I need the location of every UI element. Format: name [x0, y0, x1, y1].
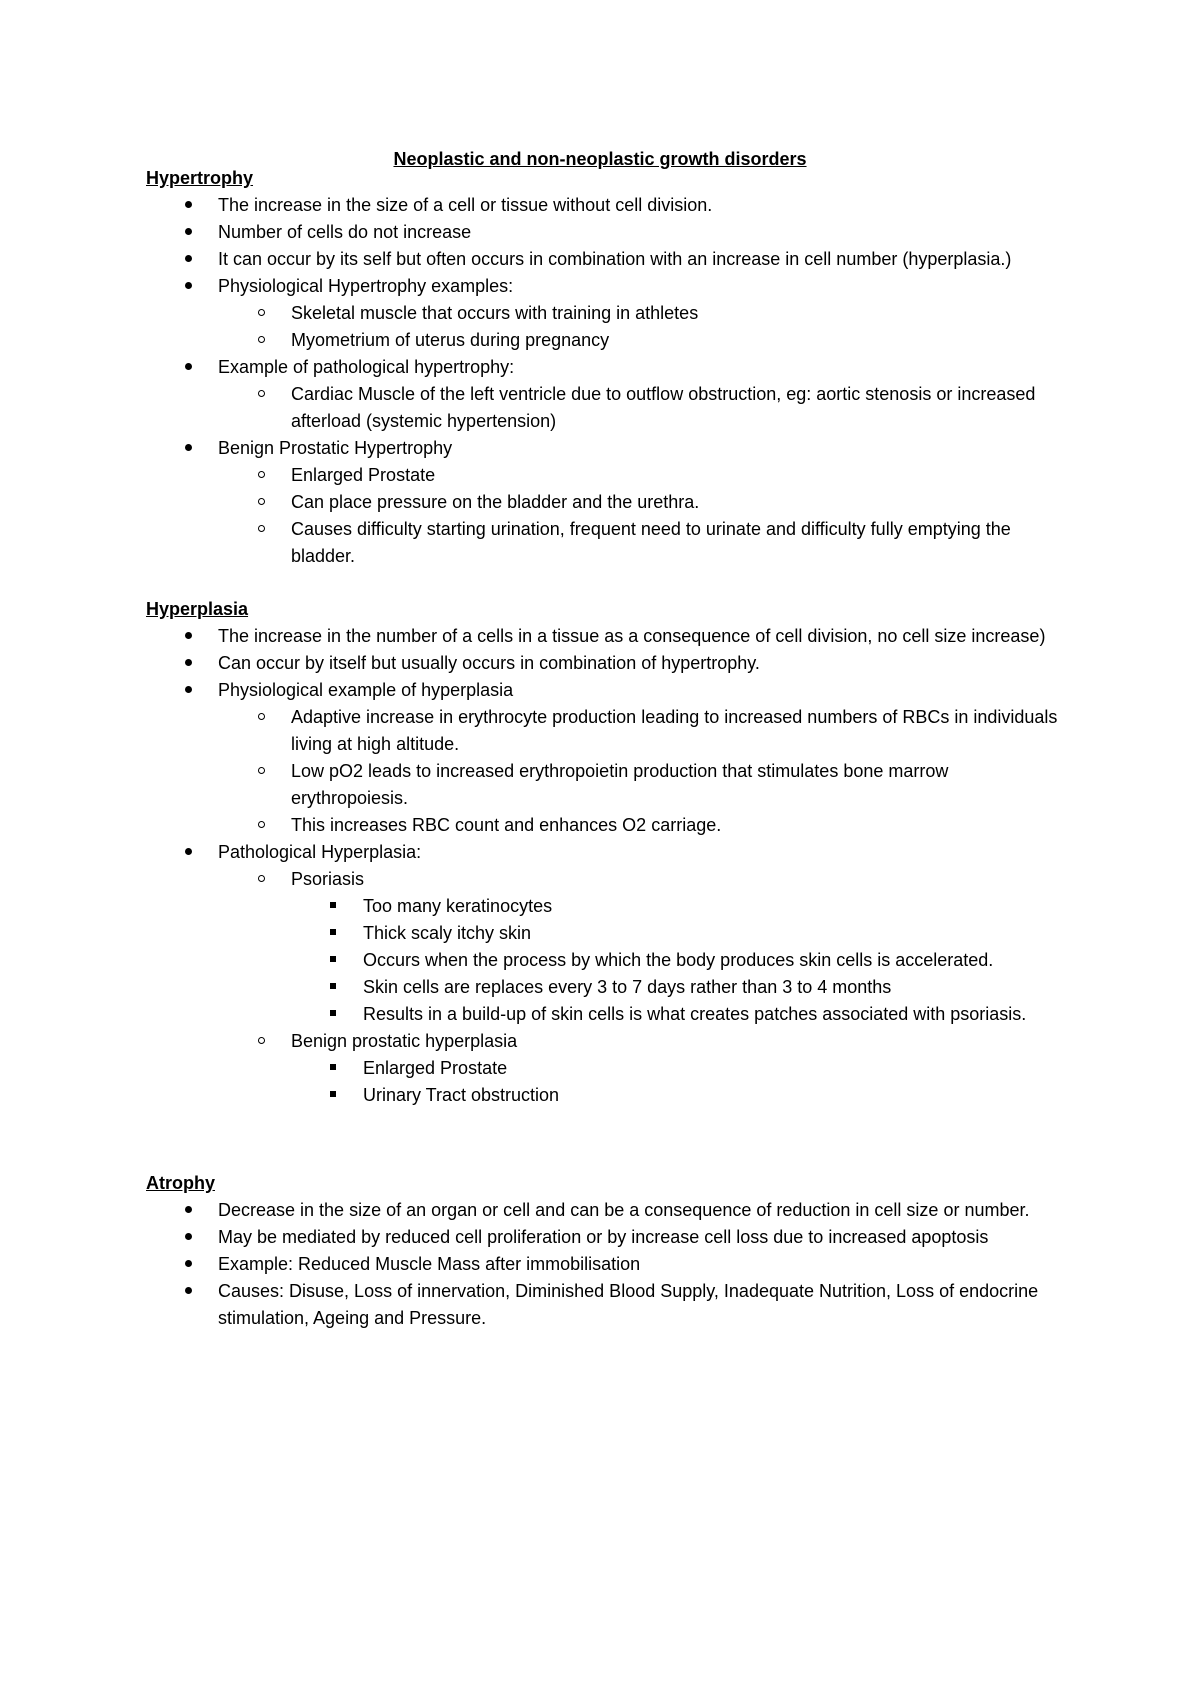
list-item-text: Physiological Hypertrophy examples: — [218, 276, 514, 296]
bullet-icon — [178, 435, 198, 462]
circle-bullet-icon — [251, 489, 271, 516]
list-item — [218, 273, 1066, 354]
list-item — [363, 947, 1066, 974]
list-item-text: Too many keratinocytes — [363, 896, 553, 916]
list-item-text: Occurs when the process by which the body produces skin cells is accelerated. — [363, 950, 994, 970]
list-item — [218, 650, 1066, 677]
list-item-text: Example of pathological hypertrophy: — [218, 357, 515, 377]
list-item-text: The increase in the size of a cell or tissue without cell division. — [218, 195, 713, 215]
section-hypertrophy — [146, 165, 1066, 570]
list-item-text: Enlarged Prostate — [363, 1058, 508, 1078]
square-bullet-icon — [323, 974, 343, 1001]
section-heading: Hypertrophy — [146, 168, 254, 188]
list-item-text: Number of cells do not increase — [218, 222, 472, 242]
square-bullet-icon — [323, 947, 343, 974]
bullet-icon — [178, 219, 198, 246]
bullet-list-level-2 — [218, 704, 1066, 839]
list-item — [291, 489, 1066, 516]
list-item — [363, 1082, 1066, 1109]
list-item-text: Example: Reduced Muscle Mass after immobilisation — [218, 1254, 641, 1274]
list-item-text: Results in a build-up of skin cells is what creates patches associated with psoriasis. — [363, 1004, 1027, 1024]
bullet-icon — [178, 1278, 198, 1305]
list-item-text: Benign Prostatic Hypertrophy — [218, 438, 453, 458]
section-heading: Hyperplasia — [146, 599, 249, 619]
list-item — [291, 381, 1066, 435]
section-atrophy — [146, 1170, 1066, 1332]
list-item — [291, 300, 1066, 327]
list-item-text: Physiological example of hyperplasia — [218, 680, 514, 700]
list-item — [291, 704, 1066, 758]
square-bullet-icon — [323, 920, 343, 947]
list-item-text: Thick scaly itchy skin — [363, 923, 532, 943]
bullet-icon — [178, 354, 198, 381]
bullet-icon — [178, 192, 198, 219]
list-item — [291, 866, 1066, 1028]
list-item-text: Can occur by itself but usually occurs in combination of hypertrophy. — [218, 653, 760, 673]
circle-bullet-icon — [251, 758, 271, 785]
bullet-icon — [178, 273, 198, 300]
circle-bullet-icon — [251, 462, 271, 489]
list-item-text: Low pO2 leads to increased erythropoietin production that stimulates bone marrow erythropoiesis. — [291, 761, 949, 808]
circle-bullet-icon — [251, 812, 271, 839]
document-title: Neoplastic and non-neoplastic growth disorders — [393, 149, 807, 169]
list-item — [363, 920, 1066, 947]
bullet-list-level-1 — [146, 1197, 1066, 1332]
list-item-text: Adaptive increase in erythrocyte production leading to increased numbers of RBCs in individuals living at high altitude. — [291, 707, 1058, 754]
bullet-list-level-2 — [218, 866, 1066, 1109]
list-item-text: Cardiac Muscle of the left ventricle due to outflow obstruction, eg: aortic stenosis or increased afterload (systemic hypertension) — [291, 384, 1036, 431]
list-item-text: Pathological Hyperplasia: — [218, 842, 422, 862]
list-item-text: Skeletal muscle that occurs with training in athletes — [291, 303, 699, 323]
list-item-text: Skin cells are replaces every 3 to 7 days rather than 3 to 4 months — [363, 977, 892, 997]
circle-bullet-icon — [251, 866, 271, 893]
bullet-list-level-1 — [146, 192, 1066, 570]
bullet-list-level-2 — [218, 300, 1066, 354]
list-item — [218, 435, 1066, 570]
list-item — [363, 974, 1066, 1001]
list-item — [291, 1028, 1066, 1109]
square-bullet-icon — [323, 1001, 343, 1028]
circle-bullet-icon — [251, 516, 271, 543]
circle-bullet-icon — [251, 1028, 271, 1055]
list-item-text: Causes: Disuse, Loss of innervation, Diminished Blood Supply, Inadequate Nutrition, Loss of endocrine stimulation, Ageing and Pressure. — [218, 1281, 1039, 1328]
list-item — [218, 623, 1066, 650]
list-item-text: Benign prostatic hyperplasia — [291, 1031, 518, 1051]
list-item-text: Causes difficulty starting urination, frequent need to urinate and difficulty fully emptying the bladder. — [291, 519, 1011, 566]
section-hyperplasia — [146, 596, 1066, 1109]
list-item-text: The increase in the number of a cells in a tissue as a consequence of cell division, no cell size increase) — [218, 626, 1046, 646]
bullet-icon — [178, 650, 198, 677]
list-item — [291, 462, 1066, 489]
bullet-icon — [178, 839, 198, 866]
list-item — [218, 1251, 1066, 1278]
bullet-list-level-1 — [146, 623, 1066, 1109]
list-item — [218, 677, 1066, 839]
square-bullet-icon — [323, 893, 343, 920]
circle-bullet-icon — [251, 704, 271, 731]
list-item-text: Enlarged Prostate — [291, 465, 436, 485]
list-item — [218, 246, 1066, 273]
list-item — [363, 893, 1066, 920]
square-bullet-icon — [323, 1082, 343, 1109]
list-item — [363, 1055, 1066, 1082]
list-item-text: Psoriasis — [291, 869, 365, 889]
list-item — [218, 354, 1066, 435]
list-item-text: May be mediated by reduced cell proliferation or by increase cell loss due to increased apoptosis — [218, 1227, 989, 1247]
bullet-icon — [178, 246, 198, 273]
bullet-icon — [178, 677, 198, 704]
list-item — [291, 327, 1066, 354]
list-item — [291, 516, 1066, 570]
bullet-list-level-2 — [218, 462, 1066, 570]
bullet-icon — [178, 623, 198, 650]
list-item-text: This increases RBC count and enhances O2 carriage. — [291, 815, 722, 835]
list-item — [291, 812, 1066, 839]
list-item-text: Myometrium of uterus during pregnancy — [291, 330, 610, 350]
list-item — [363, 1001, 1066, 1028]
list-item — [218, 219, 1066, 246]
list-item — [218, 1278, 1066, 1332]
circle-bullet-icon — [251, 327, 271, 354]
list-item-text: Urinary Tract obstruction — [363, 1085, 560, 1105]
square-bullet-icon — [323, 1055, 343, 1082]
circle-bullet-icon — [251, 300, 271, 327]
circle-bullet-icon — [251, 381, 271, 408]
list-item — [218, 1224, 1066, 1251]
list-item — [291, 758, 1066, 812]
bullet-icon — [178, 1197, 198, 1224]
list-item-text: Can place pressure on the bladder and the urethra. — [291, 492, 700, 512]
list-item — [218, 839, 1066, 1109]
bullet-icon — [178, 1251, 198, 1278]
list-item — [218, 1197, 1066, 1224]
bullet-icon — [178, 1224, 198, 1251]
section-heading: Atrophy — [146, 1173, 215, 1193]
list-item-text: Decrease in the size of an organ or cell and can be a consequence of reduction in cell size or number. — [218, 1200, 1030, 1220]
bullet-list-level-3 — [291, 893, 1066, 1028]
bullet-list-level-3 — [291, 1055, 1066, 1109]
bullet-list-level-2 — [218, 381, 1066, 435]
list-item-text: It can occur by its self but often occurs in combination with an increase in cell number (hyperplasia.) — [218, 249, 1012, 269]
list-item — [218, 192, 1066, 219]
